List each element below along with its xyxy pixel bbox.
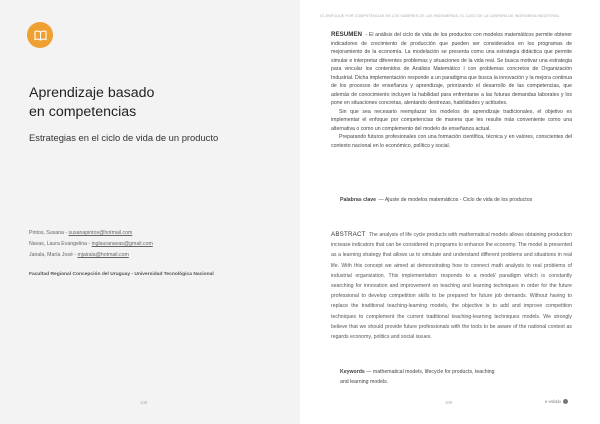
title-line-1: Aprendizaje basado <box>29 85 155 101</box>
section-badge <box>27 22 53 48</box>
article-subtitle: Estrategias en el ciclo de vida de un producto <box>29 132 219 143</box>
resumen-section <box>331 31 572 151</box>
author-row <box>29 228 279 239</box>
palabras-clave-label: Palabras clave <box>340 197 377 203</box>
keywords <box>340 368 500 387</box>
resumen-paragraph: Preparando futuros profesionales con una formación científica, técnica y en valores, conscientes del contexto nacional en lo económico, político y social. <box>331 134 572 149</box>
page-number-left: 108 <box>140 400 147 405</box>
resumen-title: RESUMEN <box>331 31 362 38</box>
journal-footer <box>545 399 568 404</box>
page-number-right: 109 <box>445 400 452 405</box>
palabras-clave-text: — Ajuste de modelos matemáticos - Ciclo de vida de los productos <box>377 197 533 203</box>
palabras-clave <box>340 197 570 203</box>
author-email-link[interactable]: inglauranavas@gmail.com <box>91 241 153 247</box>
abstract-section <box>331 230 572 342</box>
journal-name: e-volutio <box>545 399 561 404</box>
open-book-icon <box>34 30 47 41</box>
resumen-paragraph <box>331 31 572 108</box>
abstract-text: The analysis of life cycle products with mathematical models allows obtaining production increase indicators that can be considered in programs to enhance the economy. The model is presented as a learning strategy that allows us to simulate and understand different problems and situations in real life. With this concept we aimed at demonstrating how to connect math analysis to real problems of industrial organization. This implementation responds to a model/ paradigm which is constantly searching for innovation and improvement on teaching and learning techniques in order for the future professional to develop competition skills to be prepared for future job demands. Without having to replace the traditional teaching-learning models, the objective is to add and improve competition techniques to complement the current traditional teaching-learning techniques models. We strongly believe that we should provide future professionals with the tools to be aware of the national context as regards economy, politics and social issues. <box>331 232 572 341</box>
keywords-label: Keywords <box>340 369 365 375</box>
title-line-2: en competencias <box>29 104 137 120</box>
abstract-title: ABSTRACT <box>331 231 366 238</box>
keywords-text: — mathematical models, lifecycle for products, teaching and learning models. <box>340 369 495 385</box>
author-email-link[interactable]: susanapintos@hotmail.com <box>68 230 133 236</box>
journal-logo-icon <box>563 399 568 404</box>
author-name: Jairala, María José - <box>29 252 78 258</box>
author-name: Navas, Laura Evangelina - <box>29 241 92 247</box>
resumen-paragraph: Sin que sea necesario reemplazar los modelos de aprendizaje tradicionales, el objetivo es implementar el enfoque por competencias de manera que les resulte más conveniente como una alternativa o como un complemento del modelo de enseñanza actual. <box>331 108 572 132</box>
author-name: Pintos, Susana - <box>29 230 69 236</box>
affiliation: Facultad Regional Concepción del Uruguay - Universidad Tecnológica Nacional <box>29 272 214 277</box>
author-list <box>29 228 279 261</box>
author-row <box>29 239 279 250</box>
article-title <box>29 84 279 122</box>
resumen-text: - El análisis del ciclo de vida de los productos con modelos matemáticos permite obtener indicadores de crecimiento de producción que pueden ser considerados en los programas de mejoramiento de la economía. La modelación se presenta como una estrategia didáctica que permite simular e interpretar diferentes problemas y situaciones de la vida real. Se busca motivar una estrategia para vincular los contenidos de Análisis Matemático I con problemas concretos de Organización Industrial. Dicha implementación responde a un paradigma que busca la innovación y la mejora continua de los procesos de enseñanza y aprendizaje, priorizando el desarrollo de las competencias, que además de conocimiento incluyen la habilidad para enfrentarse a las futuras demandas laborales y los pone en situaciones concretas, alentando destrezas, habilidades y actitudes. <box>331 32 572 106</box>
running-head: EL ENFOQUE POR COMPETENCIAS EN LOS SABERES DE LAS INGENIERÍAS, EL CASO DE LA CARRERA DE INGENIERÍA INDUSTRIAL <box>320 14 560 18</box>
author-row <box>29 250 279 261</box>
author-email-link[interactable]: mjairala@hotmail.com <box>77 252 129 258</box>
